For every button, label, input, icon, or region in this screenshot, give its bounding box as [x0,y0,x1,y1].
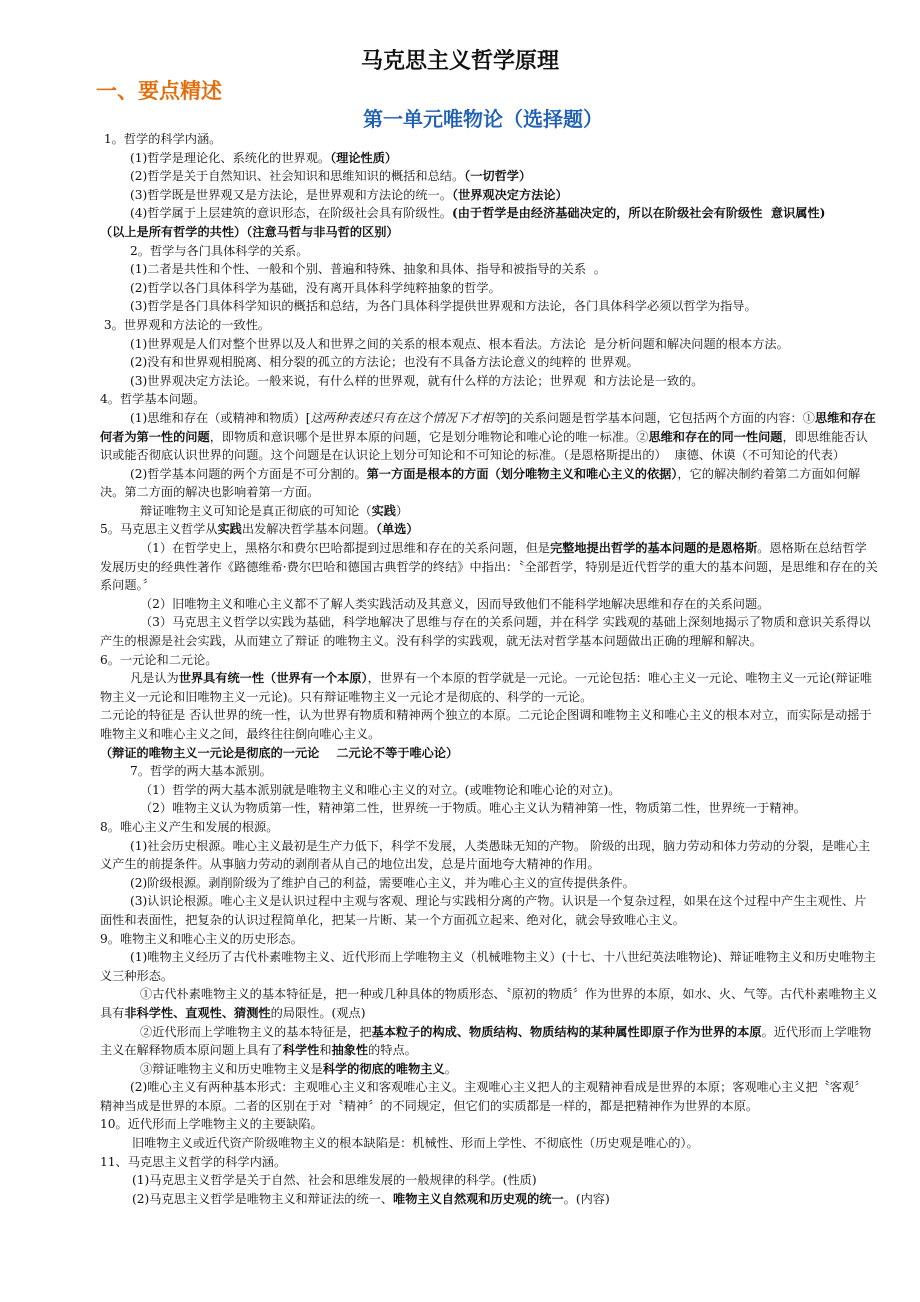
paragraph: (3)哲学既是世界观又是方法论，是世界观和方法论的统一。（世界观决定方法论） [130,187,568,202]
paragraph: 2。哲学与各门具体科学的关系。 [130,243,309,258]
paragraph: 3。世界观和方法论的一致性。 [100,317,271,332]
paragraph: 8。唯心主义产生和发展的根源。 [100,819,279,834]
paragraph: (1)哲学是理论化、系统化的世界观。（理论性质） [130,150,398,165]
paragraph: ①古代朴素唯物主义的基本特征是，把一种或几种具体的物质形态、〝原初的物质〞作为世界的本原，如水、火、气等。古代朴素唯物主义具有非科学性、直观性、猜测性的局限性。(观点) [100,987,878,1020]
paragraph: 7。哲学的两大基本派别。 [130,764,272,779]
paragraph: （以上是所有哲学的共性）（注意马哲与非马哲的区别） [100,224,399,239]
paragraph: (2)阶级根源。剥削阶级为了维护自己的利益，需要唯心主义，并为唯心主义的宣传提供条件。 [130,875,635,890]
paragraph: (2)唯心主义有两种基本形式：主观唯心主义和客观唯心主义。主观唯心主义把人的主观精神看成是世界的本原；客观唯心主义把〝客观〞精神当成是世界的本原。二者的区别在于对〝精神〞的不同规定，但它们的实质都是一样的，都是把精神作为世界的本原。 [100,1080,867,1113]
paragraph: （1）在哲学史上，黑格尔和费尔巴哈都提到过思维和存在的关系问题，但是完整地提出哲学的基本问题的是恩格斯。恩格斯在总结哲学发展历史的经典性著作《路德维希·费尔巴哈和德国古典哲学的终结》中指出：〝全部哲学，特别是近代哲学的重大的基本问题，是思维和存在的关系问题。〞 [100,541,878,593]
paragraph: 10。近代形而上学唯物主义的主要缺陷。 [100,1117,323,1132]
paragraph: (1)思维和存在（或精神和物质）[这两种表述只有在这个情况下才相等]的关系问题是哲学基本问题，它包括两个方面的内容：①思维和存在何者为第一性的问题，即物质和意识哪个是世界本原的问题，它是划分唯物论和唯心论的唯一标准。②思维和存在的同一性问题，即思维能否认识或能否彻底认识世界的问题。这个问题是在认识论上划分可知论和不可知论的标准。（是恩格斯提出的） 康德、休谟（不可知论的代表） [100,410,876,463]
paragraph: （2）旧唯物主义和唯心主义都不了解人类实践活动及其意义，因而导致他们不能科学地解决思维和存在的关系问题。 [140,596,770,611]
paragraph: (1)马克思主义哲学是关于自然、社会和思维发展的一般规律的科学。(性质) [132,1173,537,1188]
paragraph: (3)认识论根源。唯心主义是认识过程中主观与客观、理论与实践相分离的产物。认识是一个复杂过程，如果在这个过程中产生主观性、片面性和表面性，把复杂的认识过程简单化，把某一片断、某一个方面孤立起来、绝对化，就会导致唯心主义。 [100,894,867,927]
paragraph: 4。哲学基本问题。 [100,392,206,407]
paragraph: (3)世界观决定方法论。一般来说，有什么样的世界观，就有什么样的方法论；世界观 和方法论是一致的。 [130,373,704,388]
paragraph: (2)哲学基本问题的两个方面是不可分割的。第一方面是根本的方面（划分唯物主义和唯心主义的依据），它的解决制约着第二方面如何解决。第二方面的解决也影响着第一方面。 [100,466,861,500]
document-body [100,130,878,1208]
paragraph: 凡是认为世界具有统一性（世界有一个本原），世界有一个本原的哲学就是一元论。一元论包括：唯心主义一元论、唯物主义一元论(辩证唯物主义一元论和旧唯物主义一元论)。只有辩证唯物主义一元论才是彻底的、科学的一元论。 [100,671,873,704]
paragraph: (1)二者是共性和个性、一般和个别、普遍和特殊、抽象和具体、指导和被指导的关系 。 [130,262,606,277]
paragraph: 二元论的特征是 否认世界的统一性，认为世界有物质和精神两个独立的本原。二元论企图调和唯物主义和唯心主义的根本对立，而实际是动摇于唯物主义和唯心主义之间，最终往往倒向唯心主义。 [100,708,872,741]
document-title: 马克思主义哲学原理 [360,49,559,74]
unit-heading: 第一单元唯物论（选择题） [363,107,603,131]
paragraph: ②近代形而上学唯物主义的基本特征是，把基本粒子的构成、物质结构、物质结构的某种属性即原子作为世界的本原。近代形而上学唯物主义在解释物质本原问题上具有了科学性和抽象性的特点。 [100,1024,872,1058]
paragraph: 9。唯物主义和唯心主义的历史形态。 [100,931,303,946]
paragraph: (2)没有和世界观相脱离、相分裂的孤立的方法论；也没有不具备方法论意义的纯粹的 世界观。 [130,355,639,370]
paragraph: (2)哲学是关于自然知识、社会知识和思维知识的概括和总结。（一切哲学） [130,169,532,184]
paragraph: （1）哲学的两大基本派别就是唯物主义和唯心主义的对立。(或唯物论和唯心论的对立)。 [140,782,621,797]
paragraph: (4)哲学属于上层建筑的意识形态，在阶级社会具有阶级性。(由于哲学是由经济基础决定的，所以在阶级社会有阶级性 意识属性) [130,206,826,221]
paragraph: ③辩证唯物主义和历史唯物主义是科学的彻底的唯物主义。 [140,1061,457,1076]
paragraph: (1)世界观是人们对整个世界以及人和世界之间的关系的根本观点、根本看法。方法论 是分析问题和解决问题的根本方法。 [130,336,789,351]
paragraph: (2)哲学以各门具体科学为基础，没有离开具体科学纯粹抽象的哲学。 [130,280,501,295]
paragraph: （3）马克思主义哲学以实践为基础，科学地解决了思维与存在的关系问题，并在科学 实践观的基础上深刻地揭示了物质和意识关系得以产生的根源是社会实践，从而建立了辩证 的唯物主义。没有科学的实践观，就无法对哲学基本问题做出正确的理解和解决。 [100,615,871,649]
paragraph: (2)马克思主义哲学是唯物主义和辩证法的统一、唯物主义自然观和历史观的统一。(内容) [132,1191,610,1206]
section-heading: 一、要点精述 [96,79,222,103]
paragraph: 11、马克思主义哲学的科学内涵。 [100,1154,287,1169]
paragraph: (3)哲学是各门具体科学知识的概括和总结，为各门具体科学提供世界观和方法论，各门具体科学必须以哲学为指导。 [130,299,757,314]
paragraph: （2）唯物主义认为物质第一性，精神第二性，世界统一于物质。唯心主义认为精神第一性，物质第二性，世界统一于精神。 [140,801,806,816]
paragraph: 5。马克思主义哲学从实践出发解决哲学基本问题。（单选） [100,522,419,537]
paragraph: 旧唯物主义或近代资产阶级唯物主义的根本缺陷是：机械性、形而上学性、不彻底性（历史观是唯心的）。 [132,1136,699,1151]
paragraph: 辩证唯物主义可知论是真正彻底的可知论（实践） [140,503,409,518]
paragraph: 1。哲学的科学内涵。 [100,132,222,146]
paragraph: （辩证的唯物主义一元论是彻底的一元论 二元论不等于唯心论） [100,745,459,760]
paragraph: (1)唯物主义经历了古代朴素唯物主义、近代形而上学唯物主义（机械唯物主义）(十七、十八世纪英法唯物论)、辩证唯物主义和历史唯物主义三种形态。 [100,950,876,983]
paragraph: 6。一元论和二元论。 [100,652,218,667]
paragraph: (1)社会历史根源。唯心主义最初是生产力低下，科学不发展，人类愚昧无知的产物。 阶级的出现，脑力劳动和体力劳动的分裂，是唯心主义产生的前提条件。从事脑力劳动的剥削者从自己的地位出发，总是片面地夸大精神的作用。 [100,838,871,872]
